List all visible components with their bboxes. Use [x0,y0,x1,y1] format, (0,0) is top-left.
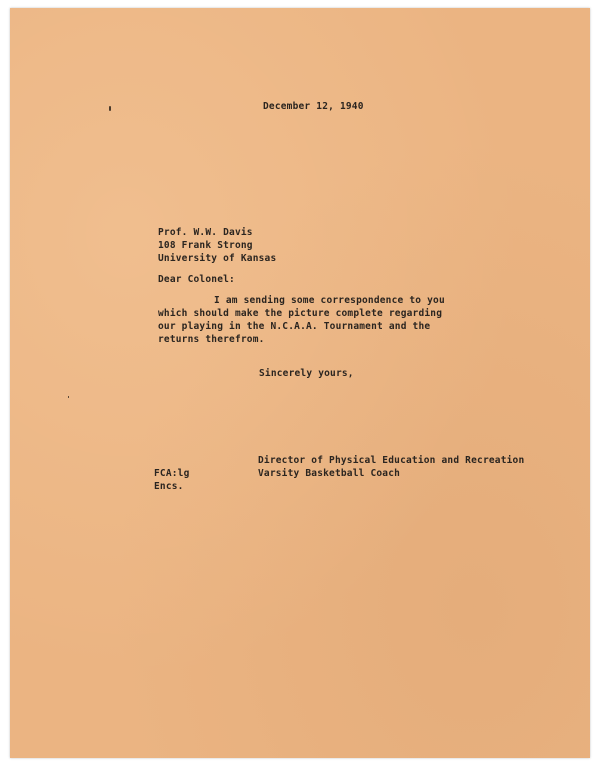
letter-page [10,8,590,758]
letter-body [158,294,445,346]
recipient-street: 108 Frank Strong [158,240,253,251]
signature-titles [258,454,524,480]
body-line: which should make the picture complete regarding [158,308,443,319]
signature-title: Varsity Basketball Coach [258,468,401,479]
recipient-institution: University of Kansas [158,253,277,264]
body-line: our playing in the N.C.A.A. Tournament and the [158,321,431,332]
enclosures-note: Encs. [154,481,184,492]
salutation: Dear Colonel: [158,274,235,285]
reference-block [154,467,190,493]
paper-speck [109,106,111,111]
recipient-address [158,226,276,265]
reference-initials: FCA:lg [154,468,190,479]
body-line: I am sending some correspondence to you [214,295,445,306]
paper-speck [68,396,69,398]
letter-date: December 12, 1940 [263,101,364,112]
body-line: returns therefrom. [158,334,265,345]
closing: Sincerely yours, [259,368,354,379]
recipient-name: Prof. W.W. Davis [158,227,253,238]
signature-title: Director of Physical Education and Recreation [258,455,525,466]
